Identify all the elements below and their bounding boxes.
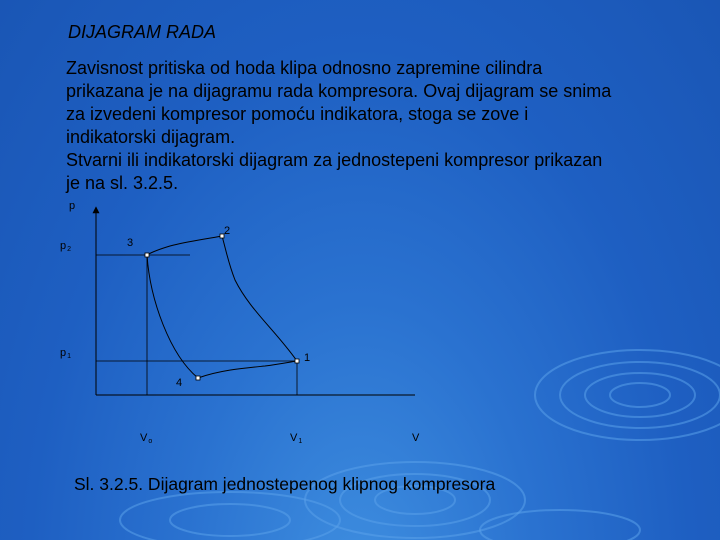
v1-label — [290, 432, 302, 445]
vo-label — [140, 432, 152, 445]
point-3-label: 3 — [127, 237, 134, 249]
cycle-expansion-curve — [147, 255, 198, 378]
cycle-discharge-curve — [147, 236, 222, 255]
vo-label-sub: o — [148, 438, 153, 445]
point-4-marker — [196, 376, 200, 380]
slide-title: DIJAGRAM RADA — [68, 22, 217, 42]
slide-paragraph: Zavisnost pritiska od hoda klipa odnosno zapremine cilindra prikazana je na dijagramu rada kompresora. Ovaj dijagram se snima za izvedeni kompresor pomoću indikatora, stoga se zove i indikatorski dijagram. Stvarni ili indikatorski dijagram za jednostepeni kompresor prikazan je na sl. 3.2.5. — [66, 58, 612, 193]
p2-label-main: p — [60, 240, 67, 252]
figure-caption: Sl. 3.2.5. Dijagram jednostepenog klipnog kompresora — [74, 474, 496, 494]
point-4-label: 4 — [176, 377, 183, 389]
p2-label — [60, 240, 71, 253]
cycle-compression-curve — [222, 236, 297, 361]
p1-label-sub: 1 — [67, 353, 72, 360]
x-axis-label: V — [412, 432, 420, 444]
p2-label-sub: 2 — [67, 246, 72, 253]
y-axis-label: p — [69, 200, 76, 212]
point-1-marker — [295, 359, 299, 363]
point-1-label: 1 — [304, 352, 311, 364]
v1-label-sub: 1 — [298, 438, 303, 445]
p1-label-main: p — [60, 347, 67, 359]
cycle-suction-curve — [198, 361, 297, 378]
point-2-label: 2 — [224, 225, 231, 237]
p1-label — [60, 347, 71, 360]
vo-label-main: V — [140, 432, 148, 444]
v1-label-main: V — [290, 432, 298, 444]
point-3-marker — [145, 253, 149, 257]
